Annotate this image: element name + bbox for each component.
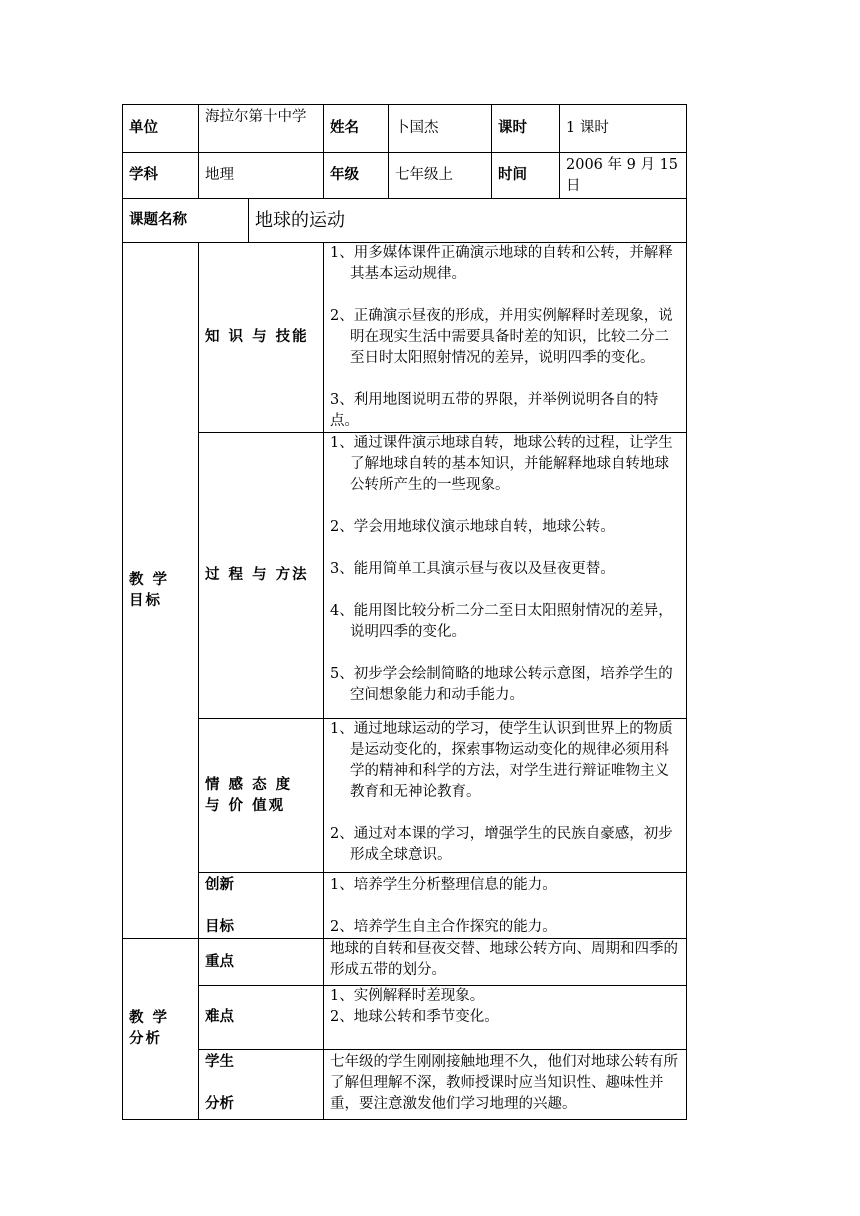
difficulty-content bbox=[324, 986, 687, 1050]
goals-label-text: 教 学 目标 bbox=[129, 571, 170, 609]
emotion-item: 2、通过对本课的学习，增强学生的民族自豪感，初步形成全球意识。 bbox=[330, 826, 673, 863]
goals-innovation-row bbox=[123, 873, 687, 939]
process-content bbox=[324, 433, 687, 719]
unit-label: 单位 bbox=[123, 105, 199, 153]
students-label bbox=[199, 1050, 324, 1120]
key-content: 地球的自转和昼夜交替、地球公转方向、周期和四季的形成五带的划分。 bbox=[324, 939, 687, 986]
emotion-item: 1、通过地球运动的学习，使学生认识到世界上的物质是运动变化的，探索事物运动变化的规律必须用科学的精神和科学的方法，对学生进行辩证唯物主义教育和无神论教育。 bbox=[330, 721, 673, 800]
innovation-label-bottom: 目标 bbox=[205, 919, 234, 935]
topic-label: 课题名称 bbox=[123, 199, 249, 243]
header-row-2 bbox=[123, 153, 687, 199]
process-item: 2、学会用地球仪演示地球自转，地球公转。 bbox=[330, 519, 615, 535]
lesson-plan-table bbox=[122, 104, 687, 1120]
students-label-bottom: 分析 bbox=[205, 1096, 234, 1112]
students-label-top: 学生 bbox=[205, 1054, 234, 1070]
name-value: 卜国杰 bbox=[389, 105, 492, 153]
knowledge-label-text: 知 识 与 技能 bbox=[205, 329, 309, 345]
innovation-content bbox=[324, 873, 687, 939]
students-content: 七年级的学生刚刚接触地理不久，他们对地球公转有所了解但理解不深，教师授课时应当知识性、趣味性并重，要注意激发他们学习地理的兴趣。 bbox=[324, 1050, 687, 1120]
innovation-item: 1、培养学生分析整理信息的能力。 bbox=[330, 877, 557, 893]
grade-label: 年级 bbox=[324, 153, 389, 199]
name-label: 姓名 bbox=[324, 105, 389, 153]
difficulty-item: 2、地球公转和季节变化。 bbox=[330, 1009, 499, 1025]
knowledge-content bbox=[324, 243, 687, 433]
process-item: 1、通过课件演示地球自转，地球公转的过程，让学生了解地球自转的基本知识，并能解释地球自转地球公转所产生的一些现象。 bbox=[330, 435, 673, 493]
analysis-students-row bbox=[123, 1050, 687, 1120]
goals-emotion-row bbox=[123, 719, 687, 873]
goals-knowledge-row bbox=[123, 243, 687, 433]
goals-process-row bbox=[123, 433, 687, 719]
innovation-label bbox=[199, 873, 324, 939]
key-label: 重点 bbox=[199, 939, 324, 986]
period-label: 课时 bbox=[492, 105, 560, 153]
time-label: 时间 bbox=[492, 153, 560, 199]
process-label-text: 过 程 与 方法 bbox=[205, 567, 309, 583]
analysis-key-row bbox=[123, 939, 687, 986]
grade-value: 七年级上 bbox=[389, 153, 492, 199]
subject-label: 学科 bbox=[123, 153, 199, 199]
unit-value: 海拉尔第十中学 bbox=[199, 105, 324, 153]
knowledge-item: 3、利用地图说明五带的界限，并举例说明各自的特点。 bbox=[330, 392, 659, 429]
knowledge-label bbox=[199, 243, 324, 433]
innovation-item: 2、培养学生自主合作探究的能力。 bbox=[330, 919, 557, 935]
analysis-label-text: 教 学 分析 bbox=[129, 1010, 170, 1047]
analysis-label bbox=[123, 939, 199, 1120]
analysis-difficulty-row bbox=[123, 986, 687, 1050]
process-item: 3、能用简单工具演示昼与夜以及昼夜更替。 bbox=[330, 561, 615, 577]
emotion-label-text: 情 感 态 度 与 价 值观 bbox=[205, 776, 293, 814]
goals-label bbox=[123, 243, 199, 939]
innovation-label-top: 创新 bbox=[205, 877, 234, 893]
difficulty-item: 1、实例解释时差现象。 bbox=[330, 988, 485, 1004]
knowledge-item: 2、正确演示昼夜的形成，并用实例解释时差现象，说明在现实生活中需要具备时差的知识，比较二分二至日时太阳照射情况的差异，说明四季的变化。 bbox=[330, 308, 673, 366]
topic-row bbox=[123, 199, 687, 243]
knowledge-item: 1、用多媒体课件正确演示地球的自转和公转，并解释其基本运动规律。 bbox=[330, 245, 673, 282]
process-item: 5、初步学会绘制简略的地球公转示意图，培养学生的空间想象能力和动手能力。 bbox=[330, 666, 673, 703]
process-item: 4、能用图比较分析二分二至日太阳照射情况的差异，说明四季的变化。 bbox=[330, 603, 673, 640]
process-label bbox=[199, 433, 324, 719]
topic-value: 地球的运动 bbox=[249, 199, 687, 243]
period-value: 1 课时 bbox=[560, 105, 687, 153]
subject-value: 地理 bbox=[199, 153, 324, 199]
emotion-label bbox=[199, 719, 324, 873]
difficulty-label: 难点 bbox=[199, 986, 324, 1050]
emotion-content bbox=[324, 719, 687, 873]
time-value: 2006 年 9 月 15 日 bbox=[560, 153, 687, 199]
header-row-1 bbox=[123, 105, 687, 153]
